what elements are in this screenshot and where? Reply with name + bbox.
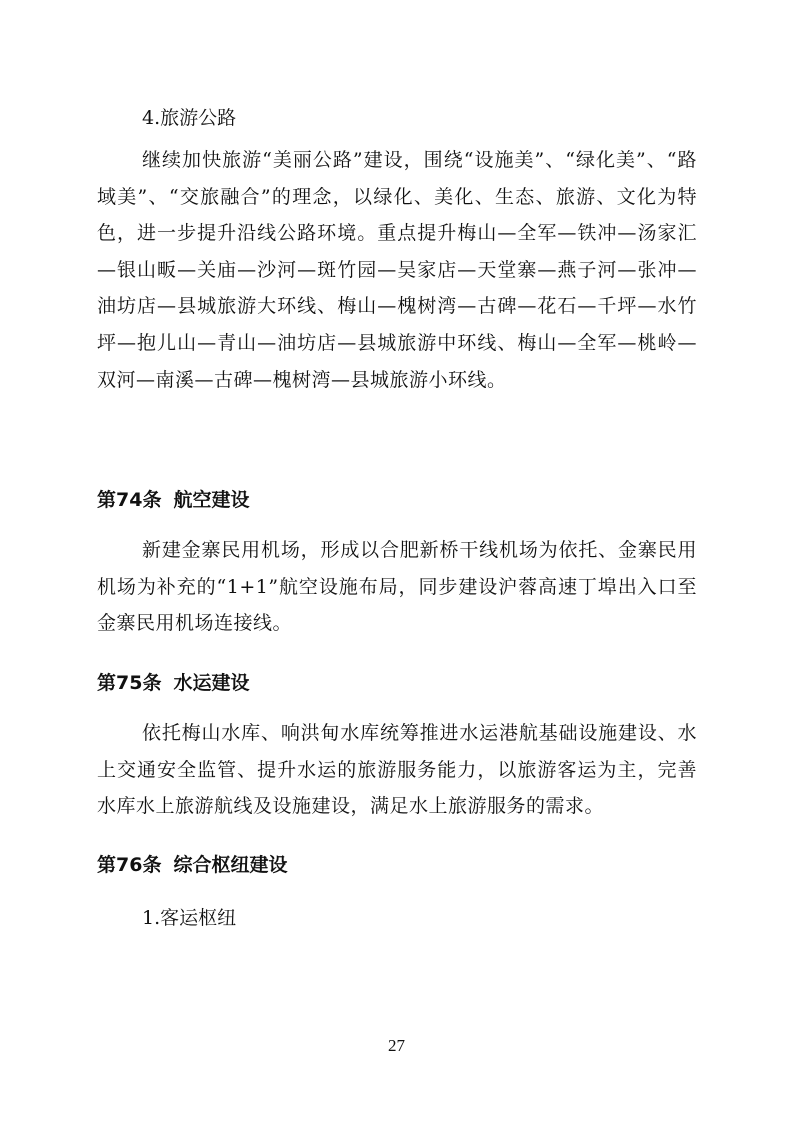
article-76-heading	[97, 850, 287, 880]
page-number: 27	[388, 1036, 405, 1055]
article-76-title: 综合枢纽建设	[173, 854, 288, 876]
article-74-paragraph: 新建金寨民用机场，形成以合肥新桥干线机场为依托、金寨民用机场为补充的“1+1”航空设施布局，同步建设沪蓉高速丁埠出入口至金寨民用机场连接线。	[97, 539, 697, 635]
article-75-paragraph: 依托梅山水库、响洪甸水库统筹推进水运港航基础设施建设、水上交通安全监管、提升水运的旅游服务能力，以旅游客运为主，完善水库水上旅游航线及设施建设，满足水上旅游服务的需求。	[97, 722, 697, 818]
article-75-heading	[97, 668, 249, 698]
section-heading-tourism-road: 4.旅游公路	[142, 107, 237, 129]
article-75-paragraph-block	[97, 715, 697, 825]
article-74-title: 航空建设	[173, 489, 250, 511]
article-74-number: 第74条	[97, 489, 162, 511]
article-75-number: 第75条	[97, 672, 162, 694]
article-74-heading	[97, 485, 249, 515]
article-74-paragraph-block	[97, 532, 697, 642]
article-76-number: 第76条	[97, 854, 162, 876]
article-76-subheading-passenger-hub: 1.客运枢纽	[142, 907, 237, 929]
article-75-title: 水运建设	[173, 672, 250, 694]
tourism-road-paragraph: 继续加快旅游“美丽公路”建设，围绕“设施美”、“绿化美”、“路域美”、“交旅融合”的理念，以绿化、美化、生态、旅游、文化为特色，进一步提升沿线公路环境。重点提升梅山—全军—铁冲—汤家汇—银山畈—关庙—沙河—斑竹园—吴家店—天堂寨—燕子河—张冲—油坊店—县城旅游大环线、梅山—槐树湾—古碑—花石—千坪—水竹坪—抱儿山—青山—油坊店—县城旅游中环线、梅山—全军—桃岭—双河—南溪—古碑—槐树湾—县城旅游小环线。	[97, 149, 697, 391]
tourism-road-paragraph-block	[97, 142, 697, 398]
